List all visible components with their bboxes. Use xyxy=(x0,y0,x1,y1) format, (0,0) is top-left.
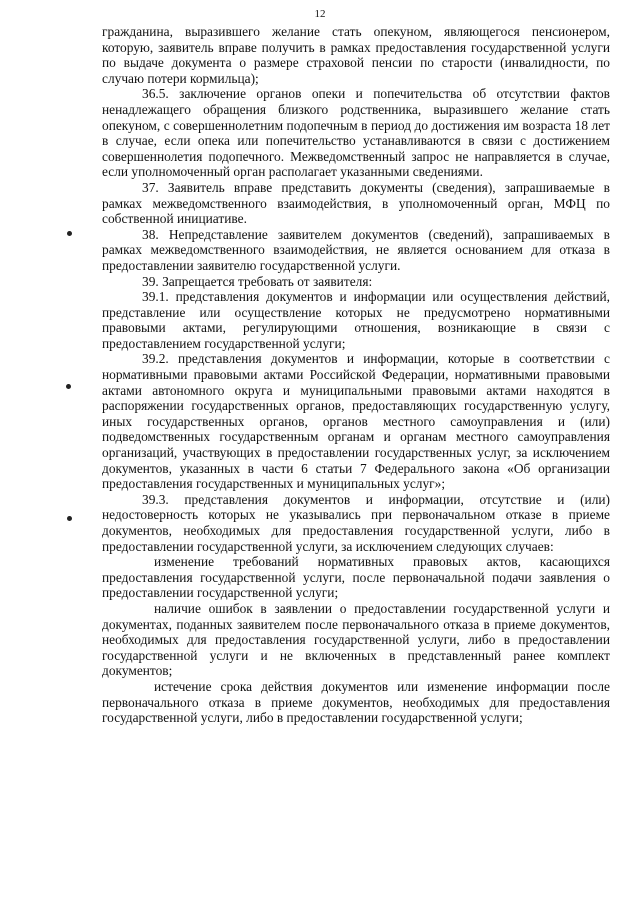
exception-item-1: изменение требований нормативных правовых актов, касающихся предоставления государственной услуги, после первоначальной подачи заявления о предоставлении государственной услуги; xyxy=(102,554,610,601)
paragraph-37: 37. Заявитель вправе представить документы (сведения), запрашиваемые в рамках межведомственного взаимодействия, в уполномоченный орган, МФЦ по собственной инициативе. xyxy=(102,179,610,227)
document-body xyxy=(102,24,610,726)
margin-mark xyxy=(66,384,71,389)
margin-mark xyxy=(67,516,72,521)
paragraph-39-2: 39.2. представления документов и информации, которые в соответствии с нормативными правовыми актами Российской Федерации, нормативными правовыми актами автономного округа и муниципальными правовыми актами находятся в распоряжении государственных органов, предоставляющих государственную услугу, иных государственных органов, органов местного самоуправления и (или) подведомственных государственным органам и органам местного самоуправления организаций, участвующих в предоставлении государственных услуг, за исключением документов, указанных в части 6 статьи 7 Федерального закона «Об организации предоставления государственных и муниципальных услуг»; xyxy=(102,351,610,492)
paragraph-39-3: 39.3. представления документов и информации, отсутствие и (или) недостоверность которых не указывались при первоначальном отказе в приеме документов, необходимых для предоставления государственной услуги, либо в предоставлении государственной услуги, за исключением следующих случаев: xyxy=(102,491,610,554)
paragraph-39: 39. Запрещается требовать от заявителя: xyxy=(142,273,373,289)
paragraph-38: 38. Непредставление заявителем документов (сведений), запрашиваемых в рамках межведомственного взаимодействия, не является основанием для отказа в предоставлении заявителю государственной услуги. xyxy=(102,226,610,273)
exception-item-2: наличие ошибок в заявлении о предоставлении государственной услуги и документах, поданных заявителем после первоначального отказа в приеме документов, необходимых для предоставления государственной услуги, либо в предоставлении государственной услуги и не включенных в представленный ранее комплект документов; xyxy=(102,600,610,679)
page-number: 12 xyxy=(314,8,326,20)
paragraph-36-5: 36.5. заключение органов опеки и попечительства об отсутствии фактов ненадлежащего обращения близкого родственника, выразившего желание стать опекуном, с совершеннолетним подопечным в период до достижения им возраста 18 лет в случае, если опека или попечительство устанавливаются в связи с достижением совершеннолетия подопечного. Межведомственный запрос не направляется в случае, если уполномоченный орган располагает указанными сведениями. xyxy=(102,86,610,180)
margin-mark xyxy=(67,231,72,236)
paragraph-35-continuation: гражданина, выразившего желание стать опекуном, являющегося пенсионером, которую, заявитель вправе получить в рамках предоставления государственной услуги по выдаче документа о размере страховой пенсии по старости (инвалидности, по случаю потери кормильца); xyxy=(102,24,610,86)
paragraph-39-1: 39.1. представления документов и информации или осуществления действий, представление или осуществление которых не предусмотрено нормативными правовыми актами, регулирующими отношения, возникающие в связи с предоставлением государственной услуги; xyxy=(102,289,610,351)
exception-item-3: истечение срока действия документов или изменение информации после первоначального отказа в приеме документов, необходимых для предоставления государственной услуги, либо в предоставлении государственной услуги; xyxy=(102,678,610,726)
